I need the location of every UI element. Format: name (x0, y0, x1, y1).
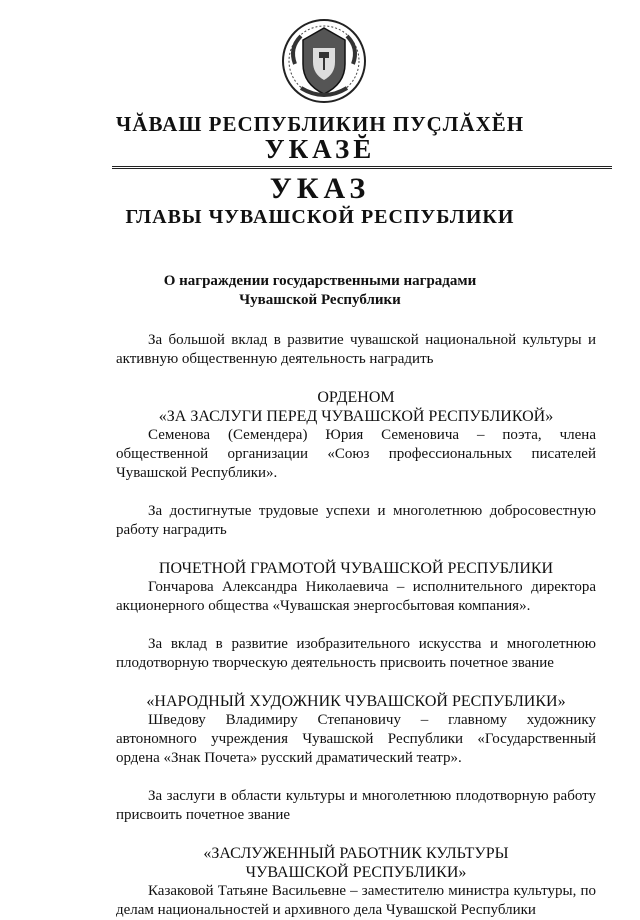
award-honored-worker-heading-line1: «ЗАСЛУЖЕННЫЙ РАБОТНИК КУЛЬТУРЫ (203, 845, 509, 862)
coat-of-arms-emblem (281, 18, 367, 104)
recipient-4: Казаковой Татьяне Васильевне – заместителю министра культуры, по делам национальностей и архивного дела Чувашской Республики (116, 883, 596, 918)
header-chuvash-title: ЧĂВАШ РЕСПУБЛИКИН ПУÇЛĂХĔН (115, 112, 525, 136)
header-head-of-republic: ГЛАВЫ ЧУВАШСКОЙ РЕСПУБЛИКИ (125, 206, 515, 228)
recipient-2: Гончарова Александра Николаевича – исполнительного директора акционерного общества «Чувашская энергосбытовая компания». (116, 579, 596, 614)
paragraph-2: За достигнутые трудовые успехи и многолетнюю добросовестную работу наградить (116, 503, 596, 538)
award-order-name: «ЗА ЗАСЛУГИ ПЕРЕД ЧУВАШСКОЙ РЕСПУБЛИКОЙ» (158, 408, 554, 425)
award-peoples-artist-heading: «НАРОДНЫЙ ХУДОЖНИК ЧУВАШСКОЙ РЕСПУБЛИКИ» (146, 693, 566, 710)
recipient-1: Семенова (Семендера) Юрия Семеновича – поэта, члена общественной организации «Союз профессиональных писателей Чувашской Республики». (116, 427, 596, 481)
header-divider (112, 166, 612, 169)
award-honored-worker-heading-line2: ЧУВАШСКОЙ РЕСПУБЛИКИ» (245, 864, 467, 881)
recipient-3: Шведову Владимиру Степановичу – главному художнику автономного учреждения Чувашской Республики «Государственный ордена «Знак Почета» русский драматический театр». (116, 712, 596, 766)
decree-title (0, 272, 640, 310)
paragraph-3: За вклад в развитие изобразительного искусства и многолетнюю плодотворную творческую деятельность присвоить почетное звание (116, 636, 596, 671)
decree-body (116, 331, 596, 920)
header-ukaz: УКАЗ (269, 172, 371, 205)
paragraph-4: За заслуги в области культуры и многолетнюю плодотворную работу присвоить почетное звание (116, 788, 596, 823)
decree-title-line2: Чувашской Республики (239, 292, 401, 308)
award-certificate-heading: ПОЧЕТНОЙ ГРАМОТОЙ ЧУВАШСКОЙ РЕСПУБЛИКИ (158, 560, 554, 577)
header-ukaze: УКАЗĔ (264, 134, 376, 164)
decree-title-line1: О награждении государственными наградами (163, 273, 477, 289)
award-order-heading: ОРДЕНОМ (317, 389, 395, 406)
paragraph-1: За большой вклад в развитие чувашской национальной культуры и активную общественную деятельность наградить (116, 332, 596, 367)
